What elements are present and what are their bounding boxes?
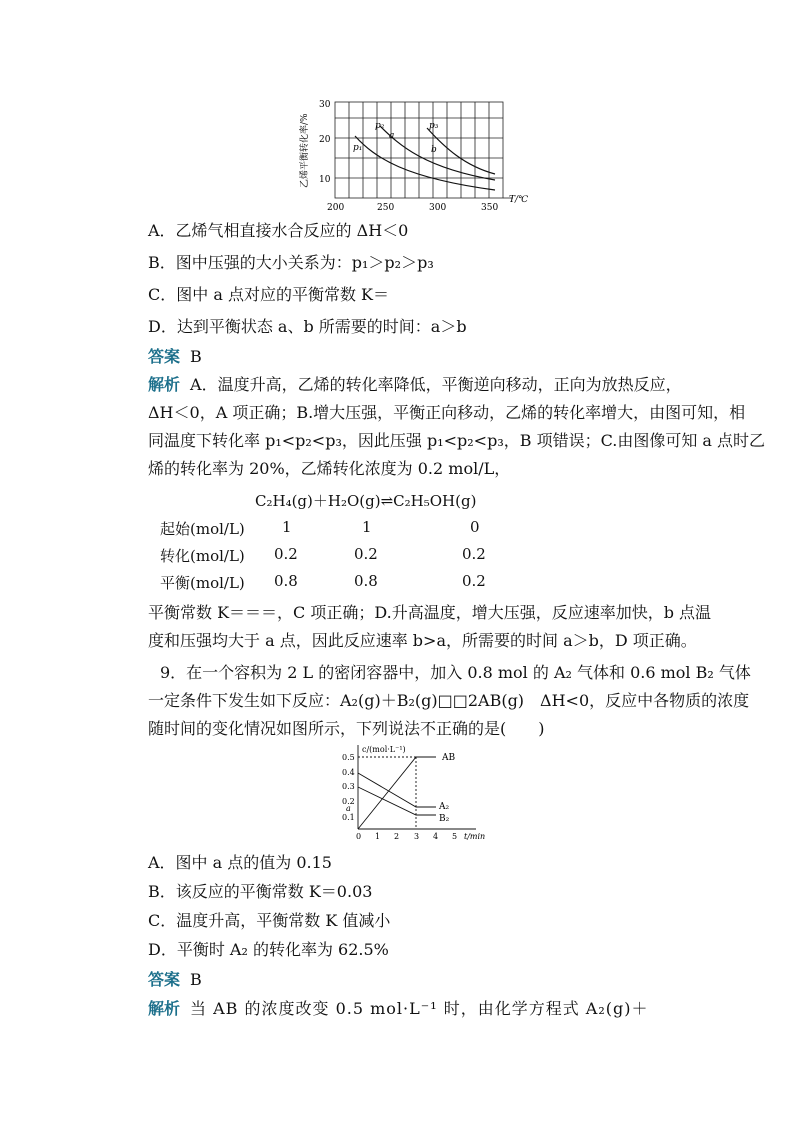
series-label-a2: A₂	[439, 802, 450, 812]
row-initial-v1: 1	[282, 518, 292, 536]
row-equilibrium-v2: 0.8	[354, 572, 378, 590]
y-tick-10: 10	[319, 175, 331, 185]
equilibrium-conversion-chart	[295, 98, 545, 216]
row-change-label: 转化(mol/L)	[160, 547, 245, 565]
row-initial-v2: 1	[362, 518, 372, 536]
x-axis-label-2: t/min	[464, 832, 486, 841]
analysis-text: A．温度升高，乙烯的转化率降低，平衡逆向移动，正向为放热反应，	[190, 375, 682, 394]
analysis-label: 解析	[148, 999, 181, 1018]
row-change-v2: 0.2	[354, 545, 378, 563]
y-tick-04: 0.4	[342, 768, 355, 777]
x-tick-350: 350	[481, 203, 499, 213]
q9-option-a: A．图中 a 点的值为 0.15	[148, 853, 332, 872]
x-tick-4: 4	[433, 832, 439, 841]
q8-analysis-5: 平衡常数 K＝＝＝，C 项正确；D.升高温度，增大压强，反应速率加快，b 点温	[148, 603, 712, 622]
q9-stem-2: 一定条件下发生如下反应：A₂(g)＋B₂(g)□□2AB(g) ΔH<0，反应中各物质的浓度	[148, 691, 750, 710]
label-b: b	[431, 145, 437, 155]
y-axis-label: 乙烯平衡转化率/%	[300, 113, 310, 188]
y-tick-01: 0.1	[342, 813, 355, 822]
x-axis-label: T/℃	[509, 195, 529, 205]
q8-analysis-6: 度和压强均大于 a 点，因此反应速率 b>a，所需要的时间 a＞b，D 项正确。	[148, 631, 697, 650]
concentration-time-chart	[336, 743, 496, 843]
answer-value: B	[190, 347, 202, 366]
y-tick-05: 0.5	[342, 753, 355, 762]
series-label-b2: B₂	[439, 814, 450, 824]
row-change-v3: 0.2	[462, 545, 486, 563]
q8-option-c: C．图中 a 点对应的平衡常数 K＝	[148, 285, 389, 304]
reaction-equation: C₂H₄(g)＋H₂O(g)⇌C₂H₅OH(g)	[255, 492, 477, 510]
q9-option-c: C．温度升高，平衡常数 K 值减小	[148, 911, 391, 930]
row-equilibrium-v3: 0.2	[462, 572, 486, 590]
row-equilibrium-v1: 0.8	[274, 572, 298, 590]
x-tick-5: 5	[452, 832, 458, 841]
x-tick-1: 1	[375, 832, 381, 841]
curve-p2	[380, 126, 495, 180]
q8-option-a: A．乙烯气相直接水合反应的 ΔH＜0	[148, 221, 409, 240]
label-p3: p₃	[429, 121, 439, 131]
q8-answer	[148, 347, 202, 367]
series-a2	[358, 773, 436, 807]
series-label-ab: AB	[442, 753, 456, 763]
y-tick-20: 20	[319, 135, 331, 145]
row-initial-label: 起始(mol/L)	[160, 520, 245, 538]
row-equilibrium-label: 平衡(mol/L)	[160, 574, 245, 592]
q8-analysis-3: 同温度下转化率 p₁<p₂<p₃，因此压强 p₁<p₂<p₃，B 项错误；C.由图像可知 a 点时乙	[148, 431, 766, 450]
q8-option-d: D．达到平衡状态 a、b 所需要的时间：a＞b	[148, 317, 467, 336]
label-a: a	[389, 131, 395, 141]
x-tick-3: 3	[414, 832, 420, 841]
x-tick-200: 200	[327, 203, 345, 213]
analysis-text: 当 AB 的浓度改变 0.5 mol·L⁻¹ 时，由化学方程式 A₂(g)＋	[190, 999, 649, 1018]
row-initial-v3: 0	[470, 518, 480, 536]
q9-answer	[148, 970, 202, 990]
answer-label: 答案	[148, 970, 181, 989]
q9-stem-3: 随时间的变化情况如图所示，下列说法不正确的是( )	[148, 719, 545, 738]
label-p1: p₁	[353, 143, 363, 153]
q8-option-b: B．图中压强的大小关系为：p₁＞p₂＞p₃	[148, 253, 434, 272]
y-tick-03: 0.3	[342, 782, 355, 791]
q9-analysis-1	[148, 999, 648, 1019]
q9-option-d: D．平衡时 A₂ 的转化率为 62.5%	[148, 940, 389, 959]
answer-value: B	[190, 970, 202, 989]
series-b2	[358, 787, 436, 815]
q9-option-b: B．该反应的平衡常数 K＝0.03	[148, 882, 373, 901]
q8-analysis-2: ΔH＜0，A 项正确；B.增大压强，平衡正向移动，乙烯的转化率增大，由图可知，相	[148, 403, 746, 422]
curve-p1	[355, 136, 495, 190]
x-tick-300: 300	[429, 203, 447, 213]
q8-analysis-4: 烯的转化率为 20%，乙烯转化浓度为 0.2 mol/L，	[148, 459, 511, 478]
x-tick-250: 250	[377, 203, 395, 213]
x-tick-2: 2	[394, 832, 400, 841]
row-change-v1: 0.2	[274, 545, 298, 563]
y-axis-label-2: c/(mol·L⁻¹)	[362, 745, 406, 754]
y-tick-02: 0.2	[342, 797, 355, 806]
y-tick-30: 30	[319, 100, 331, 110]
q8-analysis-1	[148, 375, 682, 395]
y-tick-a: a	[346, 804, 351, 813]
answer-label: 答案	[148, 347, 181, 366]
label-p2: p₂	[375, 121, 385, 131]
analysis-label: 解析	[148, 375, 181, 394]
x-tick-0: 0	[356, 832, 362, 841]
q9-stem-1: 9．在一个容积为 2 L 的密闭容器中，加入 0.8 mol 的 A₂ 气体和 0.6 mol B₂ 气体	[160, 663, 751, 682]
